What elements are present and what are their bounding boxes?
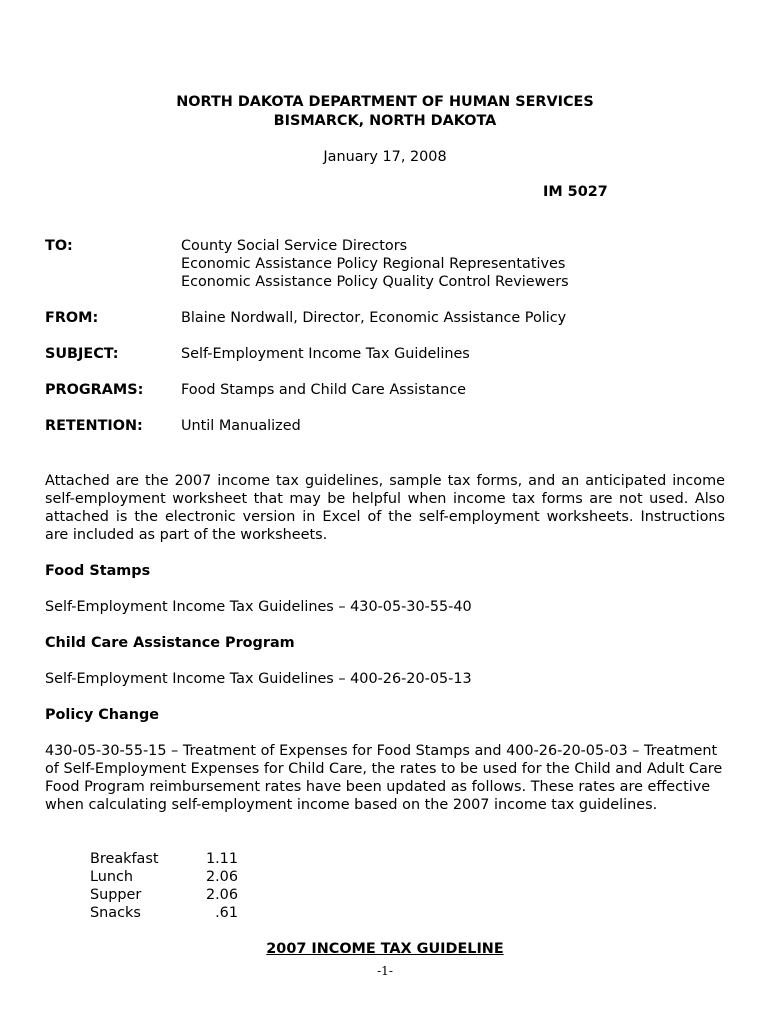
policy-change-paragraph: 430-05-30-55-15 – Treatment of Expenses for Food Stamps and 400-26-20-05-03 – Treatment of Self-Employment Expenses for Child Care, the rates to be used for the Child and Adult Care Food Program reimbursement rates have been updated as follows. These rates are effective when calculating self-employment income based on the 2007 income tax guidelines. bbox=[45, 743, 723, 813]
rate-meal: Breakfast bbox=[90, 851, 159, 867]
from-label: FROM: bbox=[45, 310, 99, 326]
retention-label: RETENTION: bbox=[45, 418, 143, 434]
rate-value: .61 bbox=[215, 905, 238, 921]
ccap-heading: Child Care Assistance Program bbox=[45, 635, 295, 651]
policy-change-heading: Policy Change bbox=[45, 707, 160, 723]
to-line: Economic Assistance Policy Quality Control Reviewers bbox=[181, 274, 569, 290]
from-value: Blaine Nordwall, Director, Economic Assistance Policy bbox=[181, 310, 567, 326]
subject-label: SUBJECT: bbox=[45, 346, 119, 362]
rate-meal: Snacks bbox=[90, 905, 141, 921]
programs-value: Food Stamps and Child Care Assistance bbox=[181, 382, 467, 398]
ccap-reference: Self-Employment Income Tax Guidelines – 400-26-20-05-13 bbox=[45, 671, 472, 687]
rate-value: 2.06 bbox=[205, 869, 238, 885]
intro-paragraph: Attached are the 2007 income tax guidelines, sample tax forms, and an anticipated income self-employment worksheet that may be helpful when income tax forms are not used. Also attached is the electronic version in Excel of the self-employment worksheets. Instructions are included as part of the worksheets. bbox=[45, 473, 725, 543]
rate-value: 1.11 bbox=[205, 851, 238, 867]
programs-label: PROGRAMS: bbox=[45, 382, 144, 398]
to-line: County Social Service Directors bbox=[181, 238, 408, 254]
food-stamps-reference: Self-Employment Income Tax Guidelines – 430-05-30-55-40 bbox=[45, 599, 472, 615]
agency-city: BISMARCK, NORTH DAKOTA bbox=[273, 113, 497, 129]
section-title: 2007 INCOME TAX GUIDELINE bbox=[266, 941, 504, 957]
memo-date: January 17, 2008 bbox=[323, 149, 447, 165]
food-stamps-heading: Food Stamps bbox=[45, 563, 151, 579]
page-number: -1- bbox=[377, 964, 393, 978]
rate-meal: Lunch bbox=[90, 869, 134, 885]
rate-meal: Supper bbox=[90, 887, 142, 903]
agency-title: NORTH DAKOTA DEPARTMENT OF HUMAN SERVICES bbox=[176, 94, 594, 110]
retention-value: Until Manualized bbox=[181, 418, 301, 434]
memo-number: IM 5027 bbox=[543, 184, 608, 200]
to-label: TO: bbox=[45, 238, 73, 254]
rate-value: 2.06 bbox=[205, 887, 238, 903]
subject-value: Self-Employment Income Tax Guidelines bbox=[181, 346, 470, 362]
to-line: Economic Assistance Policy Regional Representatives bbox=[181, 256, 566, 272]
